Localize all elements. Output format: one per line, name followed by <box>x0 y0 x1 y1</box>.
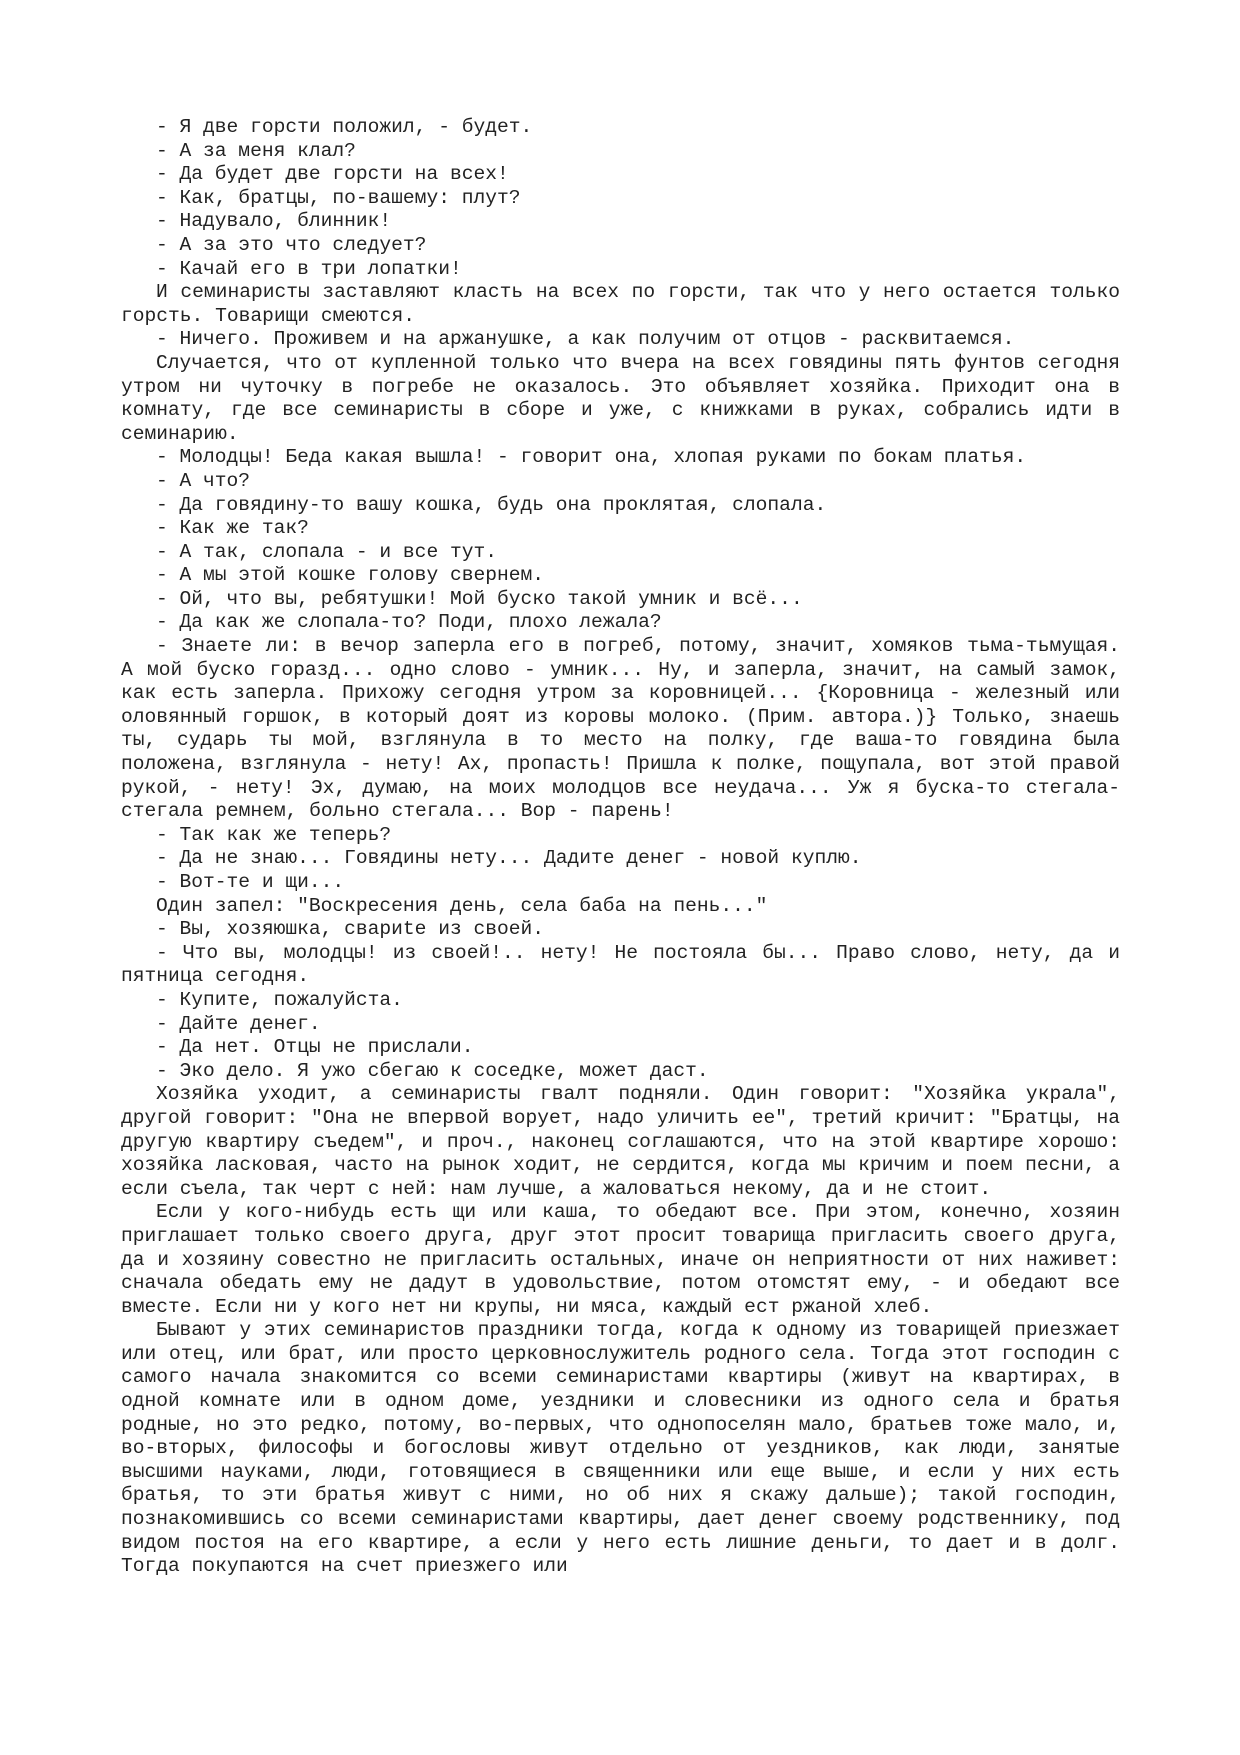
paragraph: - А мы этой кошке голову свернем. <box>156 564 545 587</box>
paragraph: - Вот-те и щи... <box>156 871 345 893</box>
paragraph: - Качай его в три лопатки! <box>156 257 462 280</box>
paragraph: - Дайте денег. <box>156 1012 321 1035</box>
paragraph: - Что вы, молодцы! из своей!.. нету! Не постояла бы... Право слово, нету, да и пятница сегодня. <box>121 941 1120 988</box>
paragraph: И семинаристы заставляют класть на всех по горсти, так что у него остается только горсть. Товарищи смеются. <box>121 281 1120 327</box>
paragraph: - Да говядину-то вашу кошка, будь она проклятая, слопала. <box>156 493 827 516</box>
paragraph: - А так, слопала - и все тут. <box>156 540 497 563</box>
document-page <box>121 116 1120 1579</box>
paragraph: Хозяйка уходит, а семинаристы гвалт подняли. Один говорит: "Хозяйка украла", другой говорит: "Она не впервой ворует, надо уличить ее", третий кричит: "Братцы, на другую квартиру съедем", и проч., наконец соглашаются, что на этой квартире хорошо: хозяйка ласковая, часто на рынок ходит, не сердится, когда мы кричим и поем песни, а если съела, так черт с ней: нам лучше, а жаловаться некому, да и не стоит. <box>121 1083 1120 1200</box>
paragraph: - Надувало, блинник! <box>156 210 392 233</box>
paragraph: - Я две горсти положил, - будет. <box>156 116 533 138</box>
paragraph: - Как, братцы, по-вашему: плут? <box>156 186 521 209</box>
paragraph: - Купите, пожалуйста. <box>156 988 403 1011</box>
paragraph: - Вы, хозяюшка, свариte из своей. <box>156 918 545 941</box>
paragraph: Один запел: "Воскресения день, села баба на пень..." <box>156 894 768 917</box>
paragraph: - Так как же теперь? <box>156 823 392 846</box>
paragraph: Если у кого-нибудь есть щи или каша, то обедают все. При этом, конечно, хозяин приглашает только своего друга, друг этот просит товарища пригласить своего друга, да и хозяину совестно не пригласить остальных, иначе он неприятности от них наживет: сначала обедать ему не дадут в удовольствие, потом отомстят ему, - и обедают все вместе. Если ни у кого нет ни крупы, ни мяса, каждый ест ржаной хлеб. <box>121 1201 1120 1318</box>
paragraph: - Да как же слопала-то? Поди, плохо лежала? <box>156 611 662 634</box>
paragraph: - Да не знаю... Говядины нету... Дадите денег - новой куплю. <box>156 847 862 870</box>
paragraph: - Эко дело. Я ужо сбегаю к соседке, может даст. <box>156 1059 709 1082</box>
paragraph: Случается, что от купленной только что вчера на всех говядины пять фунтов сегодня утром ни чуточку в погребе не оказалось. Это объявляет хозяйка. Приходит она в комнату, где все семинаристы в сборе и уже, с книжками в руках, собрались идти в семинарию. <box>121 351 1120 445</box>
paragraph: - Ой, что вы, ребятушки! Мой буско такой умник и всё... <box>156 587 803 610</box>
paragraph: - Да нет. Отцы не прислали. <box>156 1036 474 1059</box>
paragraph: - А за это что следует? <box>156 233 427 256</box>
paragraph: - Ничего. Проживем и на аржанушке, а как получим от отцов - расквитаемся. <box>156 328 1015 351</box>
paragraph: - А что? <box>156 469 251 492</box>
paragraph: - А за меня клал? <box>156 139 356 162</box>
paragraph: - Да будет две горсти на всех! <box>156 163 509 186</box>
paragraph: - Знаете ли: в вечор заперла его в погреб, потому, значит, хомяков тьма-тьмущая. А мой буско горазд... одно слово - умник... Ну, и заперла, значит, на самый замок, как есть заперла. Прихожу сегодня утром за коровницей... {Коровница - железный или оловянный горшок, в который доят из коровы молоко. (Прим. автора.)} Только, знаешь ты, сударь ты мой, взглянула в то место на полку, где ваша-то говядина была положена, взглянула - нету! Ах, пропасть! Пришла к полке, пощупала, вот этой правой рукой, - нету! Эх, думаю, на моих молодцов все неудача... Уж я буска-то стегала-стегала ремнем, больно стегала... Вор - парень! <box>121 635 1120 823</box>
paragraph: - Как же так? <box>156 517 309 540</box>
paragraph: - Молодцы! Беда какая вышла! - говорит она, хлопая руками по бокам платья. <box>156 446 1027 469</box>
paragraph: Бывают у этих семинаристов праздники тогда, когда к одному из товарищей приезжает или отец, или брат, или просто церковнослужитель родного села. Тогда этот господин с самого начала знакомится со всеми семинаристами квартиры (живут на квартирах, в одной комнате или в одном доме, уездники и словесники из одного села и братья родные, но это редко, потому, во-первых, что однопоселян мало, братьев тоже мало, и, во-вторых, философы и богословы живут отдельно от уездников, как люди, занятые высшими науками, люди, готовящиеся в священники или еще выше, и если у них есть братья, то эти братья живут с ними, но об них я скажу дальше); такой господин, познакомившись со всеми семинаристами квартиры, дает денег своему родственнику, под видом постоя на его квартире, а если у него есть лишние деньги, то дает и в долг. Тогда покупаются на счет приезжего или <box>121 1319 1120 1578</box>
